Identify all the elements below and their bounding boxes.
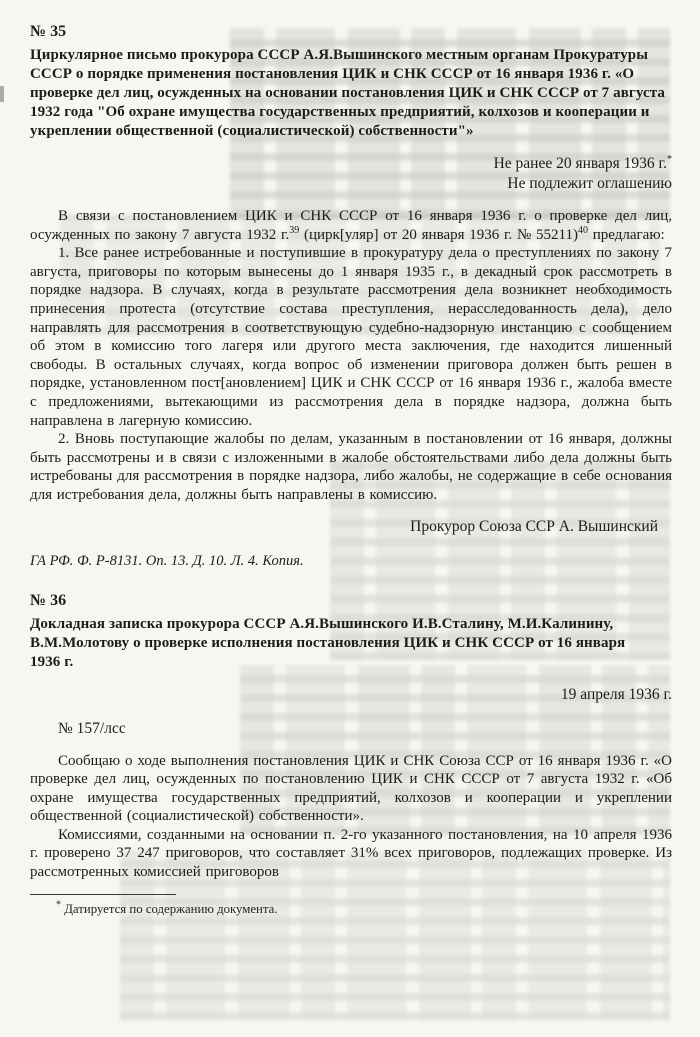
doc35-signature: Прокурор Союза ССР А. Вышинский [410,517,658,535]
doc35-para1-text-c: предлагаю: [588,226,665,243]
footnote-ref-asterisk: * [667,153,672,165]
page-footnote [30,901,672,917]
endnote-ref-39: 39 [289,224,300,236]
doc35-number: № 35 [30,23,67,40]
doc35-paragraph-3: 2. Вновь поступающие жалобы по делам, указанным в постановлении от 16 января, должны быть рассмотрены и в связи с изложенными в жалобе обстоятельствами либо дела должны быть истребованы для рассмотрения в порядке надзора, либо жалобы, не содержащие в себе основания для истребования дела, должны быть направлены в комиссию. [30,431,672,503]
doc36-paragraph-2: Комиссиями, созданными на основании п. 2-го указанного постановления, на 10 апреля 1936 г. проверено 37 247 приговоров, что составляет 31% всех приговоров, подлежащих проверке. Из рассмотренных комиссией приговоров [30,826,672,881]
doc35-para1-text-b: (цирк[уляр] от 20 января 1936 г. № 55211) [299,226,578,243]
footnote-divider [30,894,176,895]
doc35-date-note-text: Не ранее 20 января 1936 г. [493,155,667,172]
doc35-paragraph-1 [30,207,672,244]
footnote-asterisk: * [56,899,61,911]
doc36-number: № 36 [30,591,67,609]
doc35-date-note [30,154,672,174]
doc35-title: Циркулярное письмо прокурора СССР А.Я.Вышинского местным органам Прокуратуры СССР о порядке применения постановления ЦИК и СНК СССР от 16 января 1936 г. «О проверке дел лиц, осужденных на основании постановления ЦИК и СНК СССР от 7 августа 1932 года "Об охране имущества государственных предприятий, колхозов и кооперации и укреплении общественной (социалистической) собственности"» [30,47,665,139]
doc36-date: 19 апреля 1936 г. [560,685,672,703]
doc35-paragraph-2: 1. Все ранее истребованные и поступившие в прокуратуру дела о преступлениях по закону 7 августа, приговоры по которым вынесены до 1 января 1935 г., в декадный срок рассмотреть в порядке надзора. В случаях, когда в результате рассмотрения дела возникнет необходимость принесения протеста (отсутствие состава преступления, нерасследованность дела), дело направлять для рассмотрения в соответствующую судебно-надзорную инстанцию с сообщением об этом в комиссию того лагеря или другого места заключения, где находится лишенный свободы. В остальных случаях, когда вопрос об изменении приговора должен быть решен в порядке, установленном пост[ановлением] ЦИК и СНК СССР от 16 января 1936 г., жалоба вместе с предложениями, вытекающими из рассмотрения дела в порядке надзора, должна быть направлена в лагерную комиссию. [30,245,672,429]
doc36-ref-number: № 157/лсс [58,719,126,737]
endnote-ref-40: 40 [578,224,588,236]
footnote-text: Датируется по содержанию документа. [64,901,278,916]
doc35-archive-citation: ГА РФ. Ф. Р-8131. Оп. 13. Д. 10. Л. 4. Копия. [30,552,304,569]
doc35-date-block [30,154,672,194]
doc36-title: Докладная записка прокурора СССР А.Я.Вышинского И.В.Сталину, М.И.Калинину, В.М.Молотову о проверке исполнения постановления ЦИК и СНК СССР от 16 января 1936 г. [30,615,626,670]
doc35-secrecy-note: Не подлежит оглашению [507,175,672,192]
doc36-paragraph-1: Сообщаю о ходе выполнения постановления ЦИК и СНК Союза ССР от 16 января 1936 г. «О проверке дел лиц, осужденных по постановлению ЦИК и СНК СССР от 7 августа 1932 г. «Об охране имущества государственных предприятий, колхозов и кооперации и укреплении общественной (социалистической) собственности». [30,752,672,825]
doc35-para1-text-a: В связи с постановлением ЦИК и СНК СССР от 16 января 1936 г. о проверке дел лиц, осужденных по закону 7 августа 1932 г. [30,208,672,243]
